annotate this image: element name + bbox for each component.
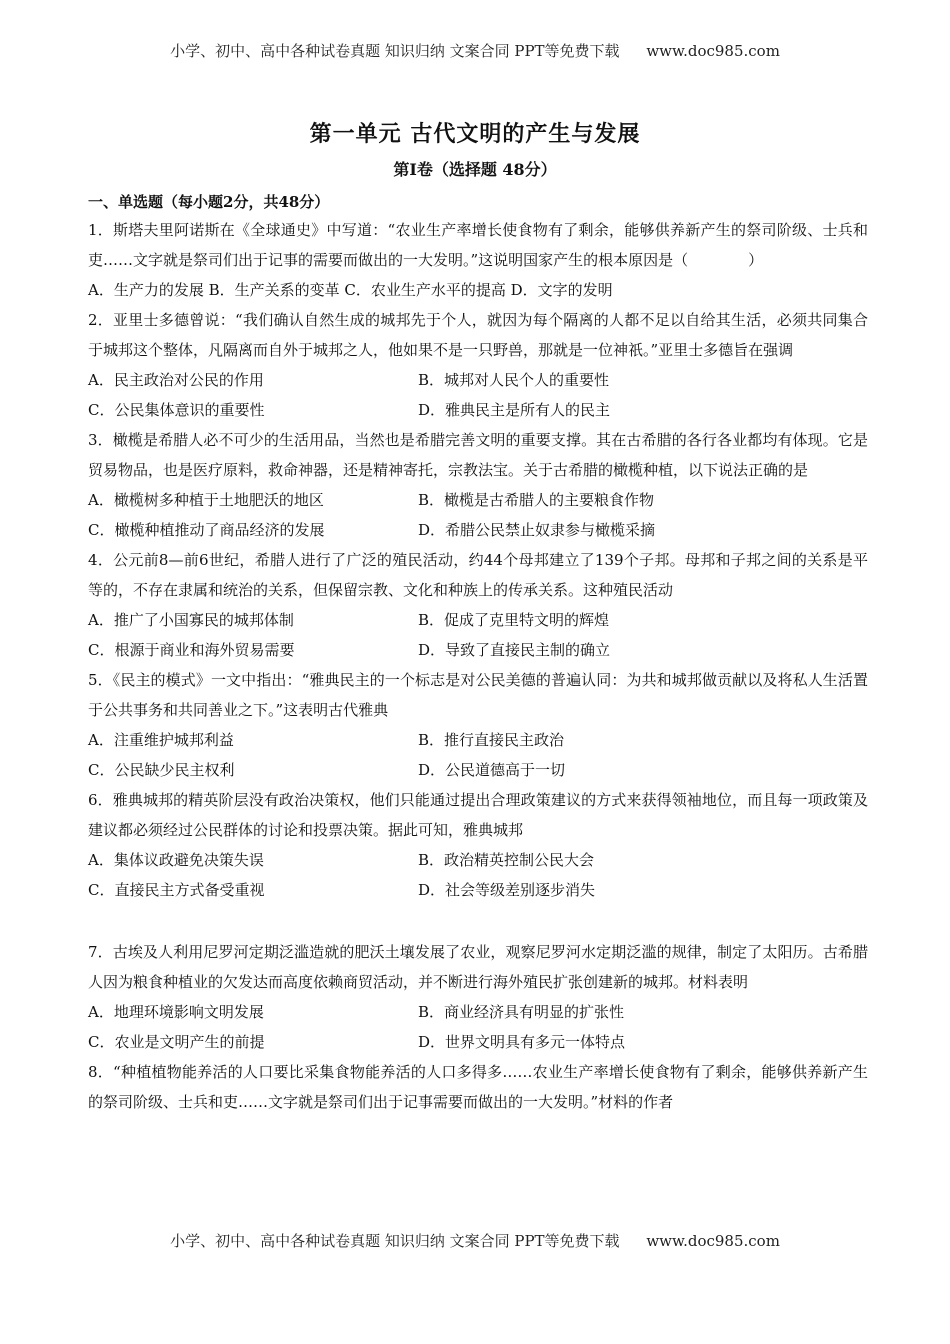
option-row [88,395,868,425]
section-heading: 一、单选题（每小题2分，共48分） [88,193,330,211]
option: A．民主政治对公民的作用 [88,371,264,389]
option: B．推行直接民主政治 [418,731,565,749]
option: B．政治精英控制公民大会 [418,851,595,869]
option-row [88,1027,868,1057]
option: C．农业是文明产生的前提 [88,1033,265,1051]
question-stem: 7．古埃及人利用尼罗河定期泛滥造就的肥沃土壤发展了农业，观察尼罗河水定期泛滥的规律，制定了太阳历。古希腊人因为粮食种植业的欠发达而高度依赖商贸活动，并不断进行海外殖民扩张创建新的城邦。材料表明 [88,943,868,991]
option-row [88,845,868,875]
option: B．促成了克里特文明的辉煌 [418,611,610,629]
option: D．导致了直接民主制的确立 [418,641,611,659]
question-stem: 2．亚里士多德曾说：“我们确认自然生成的城邦先于个人，就因为每个隔离的人都不足以自给其生活，必须共同集合于城邦这个整体，凡隔离而自外于城邦之人，他如果不是一只野兽，那就是一位神祇。”亚里士多德旨在强调 [88,311,868,359]
question-stem: 5．《民主的模式》一文中指出：“雅典民主的一个标志是对公民美德的普遍认同：为共和城邦做贡献以及将私人生活置于公共事务和共同善业之下。”这表明古代雅典 [88,671,868,719]
option-row [88,485,868,515]
option: C．橄榄种植推动了商品经济的发展 [88,521,325,539]
option: A．橄榄树多种植于土地肥沃的地区 [88,491,324,509]
question-stem: 4．公元前8—前6世纪，希腊人进行了广泛的殖民活动，约44个母邦建立了139个子邦。母邦和子邦之间的关系是平等的，不存在隶属和统治的关系，但保留宗教、文化和种族上的传承关系。这种殖民活动 [88,551,868,599]
option: A．集体议政避免决策失误 [88,851,264,869]
option: B．商业经济具有明显的扩张性 [418,1003,625,1021]
question-stem: 6．雅典城邦的精英阶层没有政治决策权，他们只能通过提出合理政策建议的方式来获得领袖地位，而且每一项政策及建议都必须经过公民群体的讨论和投票决策。据此可知，雅典城邦 [88,791,868,839]
option: A．注重维护城邦利益 [88,731,234,749]
option: D．希腊公民禁止奴隶参与橄榄采摘 [418,521,656,539]
option-row [88,635,868,665]
option: B．橄榄是古希腊人的主要粮食作物 [418,491,655,509]
option: C．公民集体意识的重要性 [88,401,265,419]
option: A．地理环境影响文明发展 [88,1003,264,1021]
option: A．推广了小国寡民的城邦体制 [88,611,294,629]
option: C．直接民主方式备受重视 [88,881,265,899]
option: B．城邦对人民个人的重要性 [418,371,610,389]
header-text: 小学、初中、高中各种试卷真题 知识归纳 文案合同 PPT等免费下载 [170,42,620,60]
question-content [88,189,868,1117]
question-stem: 1．斯塔夫里阿诺斯在《全球通史》中写道：“农业生产率增长使食物有了剩余，能够供养新产生的祭司阶级、士兵和吏……文字就是祭司们出于记事的需要而做出的一大发明。”这说明国家产生的根本原因是（ ） [88,221,868,269]
option-row [88,725,868,755]
option-row [88,997,868,1027]
option: D．雅典民主是所有人的民主 [418,401,611,419]
page-footer [0,1230,950,1251]
footer-text: 小学、初中、高中各种试卷真题 知识归纳 文案合同 PPT等免费下载 [170,1232,620,1250]
header-site-link[interactable]: www.doc985.com [646,42,780,60]
option-row [88,755,868,785]
option: C．根源于商业和海外贸易需要 [88,641,295,659]
options-line: A．生产力的发展 B．生产关系的变革 C．农业生产水平的提高 D．文字的发明 [88,281,613,299]
spacer [88,905,868,937]
option-row [88,605,868,635]
option-row [88,515,868,545]
page-title: 第一单元 古代文明的产生与发展 [309,121,641,147]
option-row [88,365,868,395]
page-subtitle: 第Ⅰ卷（选择题 48分） [393,160,557,179]
option-row [88,875,868,905]
question-stem: 3．橄榄是希腊人必不可少的生活用品，当然也是希腊完善文明的重要支撑。其在古希腊的各行各业都均有体现。它是贸易物品，也是医疗原料，救命神器，还是精神寄托，宗教法宝。关于古希腊的橄榄种植，以下说法正确的是 [88,431,868,479]
page-header [0,40,950,61]
option: D．社会等级差别逐步消失 [418,881,596,899]
footer-site-link[interactable]: www.doc985.com [646,1232,780,1250]
option: D．公民道德高于一切 [418,761,566,779]
option: C．公民缺少民主权利 [88,761,235,779]
question-stem: 8．“种植植物能养活的人口要比采集食物能养活的人口多得多……农业生产率增长使食物有了剩余，能够供养新产生的祭司阶级、士兵和吏……文字就是祭司们出于记事需要而做出的一大发明。”材料的作者 [88,1063,868,1111]
option: D．世界文明具有多元一体特点 [418,1033,626,1051]
